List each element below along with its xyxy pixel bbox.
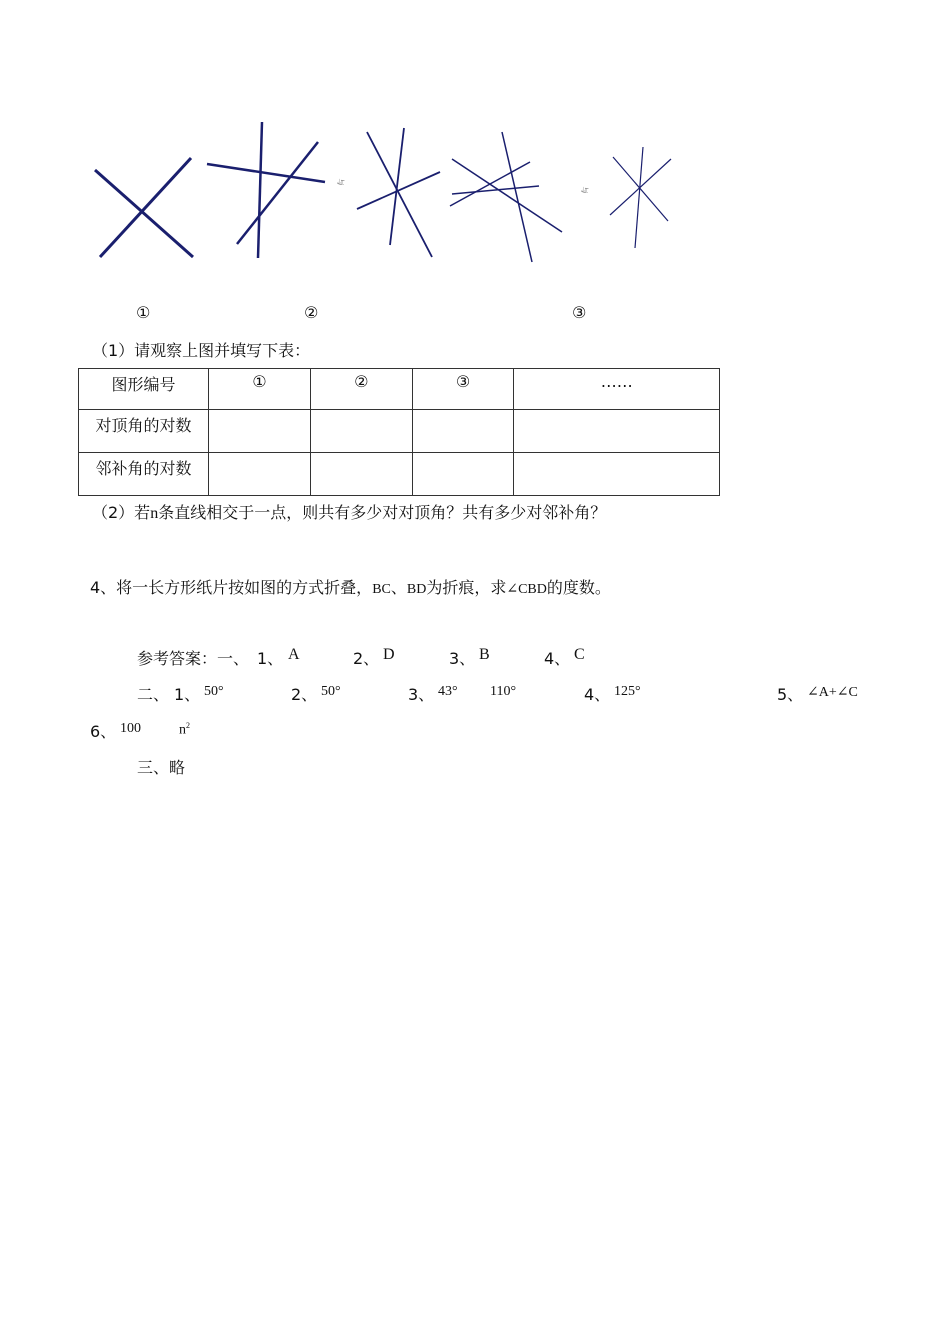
q4-prefix: 4、将一长方形纸片按如图的方式折叠， — [90, 578, 373, 597]
answer-b6b-exp: 2 — [186, 721, 190, 730]
answer-2: D — [383, 646, 395, 663]
part2-prefix: （2）若 — [92, 503, 151, 522]
row-label: 邻补角的对数 — [79, 453, 209, 496]
question-part-1: （1）请观察上图并填写下表： — [92, 341, 311, 360]
answer-4: C — [574, 646, 585, 663]
answer-cell[interactable] — [310, 453, 412, 496]
table-header-cell: ② — [310, 369, 412, 410]
q4-angle: ∠CBD — [506, 582, 547, 597]
fig3a-line-a — [367, 132, 432, 257]
answer-b3a: 43° — [438, 684, 458, 699]
fig2-line-c — [237, 142, 318, 244]
table-header-cell: ① — [209, 369, 311, 410]
intersecting-lines-figure — [0, 0, 950, 300]
fig3b-line-a — [502, 132, 532, 262]
table-row — [79, 453, 720, 496]
row-label: 对顶角的对数 — [79, 410, 209, 453]
answer-cell[interactable] — [209, 453, 311, 496]
answers-title: 参考答案：一、 — [137, 649, 250, 668]
tiny-mark-2: 与 — [580, 186, 589, 194]
answer-4-num: 4、 — [544, 649, 571, 668]
part2-n: n — [150, 505, 159, 522]
tiny-mark-1: 与 — [336, 178, 345, 186]
question-4 — [90, 575, 611, 598]
answer-b5-num: 5、 — [777, 685, 804, 704]
answer-b6a: 100 — [120, 721, 141, 736]
answer-b6-num: 6、 — [90, 722, 117, 741]
fig3c-line-c — [610, 159, 671, 215]
answer-b2: 50° — [321, 684, 341, 699]
answer-b6b-base: n — [179, 722, 186, 738]
answer-cell[interactable] — [209, 410, 311, 453]
answer-1-num: 1、 — [257, 649, 284, 668]
q4-sep: 、 — [390, 578, 407, 597]
answer-cell[interactable] — [310, 410, 412, 453]
figure-label-1: ① — [136, 303, 151, 322]
answer-b1: 50° — [204, 684, 224, 699]
table-row — [79, 410, 720, 453]
angle-count-table — [78, 368, 720, 496]
answer-b3b: 110° — [490, 684, 517, 699]
answer-cell[interactable] — [412, 453, 514, 496]
part2-suffix: 条直线相交于一点，则共有多少对对顶角？共有多少对邻补角？ — [158, 503, 607, 522]
answer-cell[interactable] — [412, 410, 514, 453]
figure-label-3: ③ — [572, 303, 587, 322]
table-header-cell: ③ — [412, 369, 514, 410]
answer-b6b — [179, 721, 190, 739]
answer-1: A — [288, 646, 300, 663]
answer-b1-num: 1、 — [174, 685, 201, 704]
table-header-cell: 图形编号 — [79, 369, 209, 410]
q4-bd: BD — [406, 582, 427, 597]
q4-suffix: 的度数。 — [546, 578, 611, 597]
fig3c-line-a — [635, 147, 643, 248]
fig2-line-b — [207, 164, 325, 182]
q4-bc: BC — [372, 582, 391, 597]
answer-b3-num: 3、 — [408, 685, 435, 704]
answer-b4-num: 4、 — [584, 685, 611, 704]
table-header-cell: …… — [514, 369, 720, 410]
fig3a-line-b — [390, 128, 404, 245]
answer-3: B — [479, 646, 490, 663]
fig1-line-a — [95, 170, 193, 257]
answer-2-num: 2、 — [353, 649, 380, 668]
answer-cell[interactable] — [514, 453, 720, 496]
answer-3-num: 3、 — [449, 649, 476, 668]
answer-b5: ∠A+∠C — [807, 685, 858, 700]
table-header-row — [79, 369, 720, 410]
answer-b4: 125° — [614, 684, 641, 699]
section-3-label: 三、略 — [137, 758, 186, 777]
answer-cell[interactable] — [514, 410, 720, 453]
figure-label-2: ② — [304, 303, 319, 322]
section-2-label: 二、 — [137, 685, 170, 704]
answer-b2-num: 2、 — [291, 685, 318, 704]
fig2-line-a — [258, 122, 262, 258]
question-part-2 — [92, 500, 606, 523]
fig3c-line-b — [613, 157, 668, 221]
q4-mid: 为折痕，求 — [426, 578, 507, 597]
